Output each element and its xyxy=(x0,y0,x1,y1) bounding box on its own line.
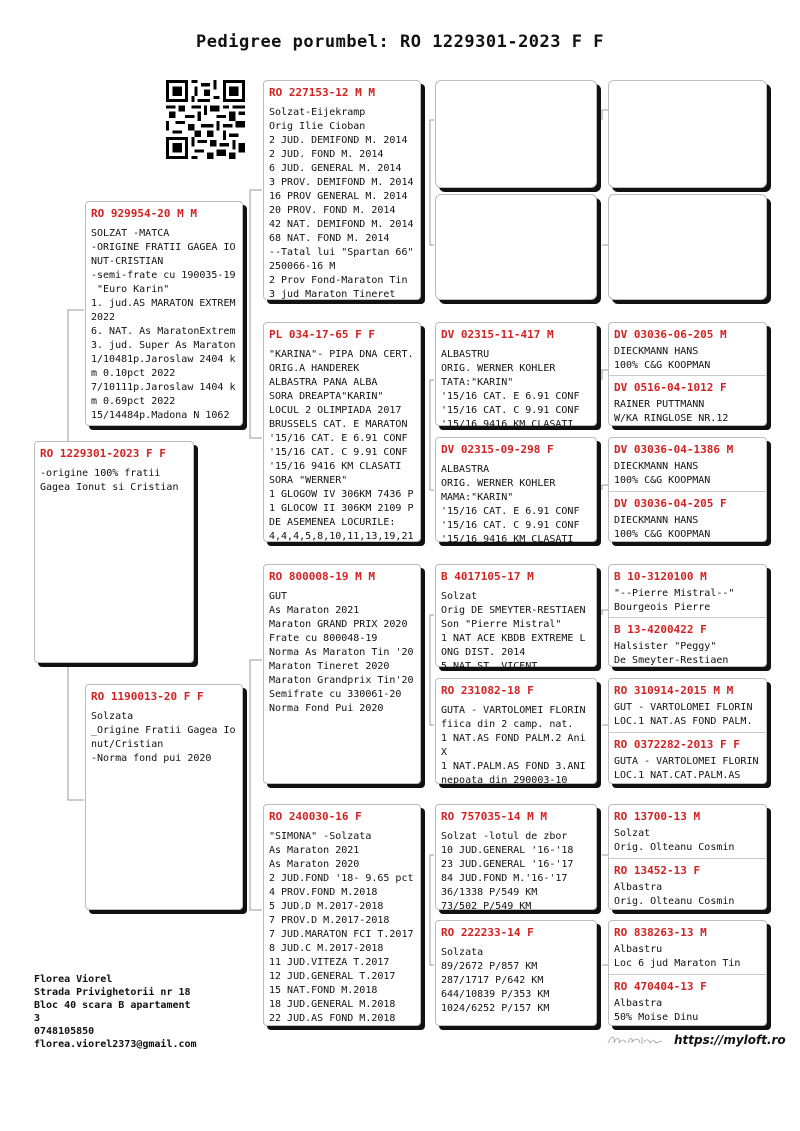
page-title: Pedigree porumbel: RO 1229301-2023 F F xyxy=(196,32,604,52)
gen5-notes: GUT - VARTOLOMEI FLORIN LOC.1 NAT.AS FOND PALM. xyxy=(614,702,753,727)
gen5-notes: DIECKMANN HANS 100% C&G KOOPMAN xyxy=(614,515,711,540)
dam-sire-dam-ring: RO 231082-18 F xyxy=(441,684,534,697)
dam-sire-sire-card[interactable] xyxy=(435,564,597,672)
dam-sire-dam-card[interactable] xyxy=(435,678,597,784)
empty-card xyxy=(435,194,597,300)
dam-dam-sire-card[interactable] xyxy=(435,804,597,910)
sire-dam-sire-notes: ALBASTRU ORIG. WERNER KOHLER TATA:"KARIN" '15/16 CAT. E 6.91 CONF '15/16 CAT. C 9.91 CONF '15/16 9416 KM CLASATI xyxy=(441,349,580,430)
gen5-notes: Solzat Orig. Olteanu Cosmin xyxy=(614,828,735,853)
myloft-signature-logo xyxy=(606,1033,664,1047)
sire-dam-dam-ring: DV 02315-09-298 F xyxy=(441,443,554,456)
gen5-notes: "--Pierre Mistral--" Bourgeois Pierre xyxy=(614,588,735,613)
gen5-ring: DV 03036-04-205 F xyxy=(614,497,727,510)
gen5-pair-card[interactable] xyxy=(608,678,767,784)
dam-card[interactable] xyxy=(85,684,243,910)
empty-card xyxy=(435,80,597,188)
gen5-ring: RO 470404-13 F xyxy=(614,980,707,993)
sire-dam-dam-notes: ALBASTRA ORIG. WERNER KOHLER MAMA:"KARIN" '15/16 CAT. E 6.91 CONF '15/16 CAT. C 9.91 CONF '15/16 9416 KM CLASATI xyxy=(441,464,580,545)
owner-email[interactable]: florea.viorel2373@gmail.com xyxy=(34,1039,197,1050)
owner-street: Strada Privighetorii nr 18 xyxy=(34,987,191,998)
dam-sire-sire-notes: Solzat Orig DE SMEYTER-RESTIAEN Son "Pierre Mistral" 1 NAT ACE KBDB EXTREME LONG DIST. 2014 5 NAT ST. VICENT xyxy=(441,591,586,672)
dam-sire-ring: RO 800008-19 M M xyxy=(269,570,375,583)
sire-notes: SOLZAT -MATCA -ORIGINE FRATII GAGEA IONUT-CRISTIAN -semi-frate cu 190035-19 "Euro Karin" 1. jud.AS MARATON EXTREM 2022 6. NAT. As MaratonExtrem 3. jud. Super As Maraton 1/10481p.Jaroslaw 2404 km 0.10pct 2022 7/10111p.Jaroslaw 1404 km 0.69pct 2022 15/14484p.Madona N 1062 xyxy=(91,228,236,421)
gen5-ring: RO 13452-13 F xyxy=(614,864,701,877)
gen5-notes: DIECKMANN HANS 100% C&G KOOPMAN xyxy=(614,346,711,371)
sire-dam-sire-card[interactable] xyxy=(435,322,597,430)
gen5-pair-card[interactable] xyxy=(608,804,767,910)
sire-ring: RO 929954-20 M M xyxy=(91,207,197,220)
owner-phone: 0748105850 xyxy=(34,1026,95,1037)
sire-dam-ring: PL 034-17-65 F F xyxy=(269,328,375,341)
gen5-notes: GUTA - VARTOLOMEI FLORIN LOC.1 NAT.CAT.PALM.AS xyxy=(614,756,759,781)
dam-dam-notes: "SIMONA" -Solzata As Maraton 2021 As Maraton 2020 2 JUD.FOND '18- 9.65 pct 4 PROV.FOND M.2018 5 JUD.D M.2017-2018 7 PROV.D M.2017-2018 7 JUD.MARATON FCI T.2017 8 JUD.C M.2017-2018 11 JUD.VITEZA T.2017 12 JUD.GENERAL T.2017 15 NAT.FOND M.2018 18 JUD.GENERAL M.2018 22 JUD.AS FOND M.2018 xyxy=(269,831,414,1024)
dam-dam-card[interactable] xyxy=(263,804,421,1026)
sire-sire-ring: RO 227153-12 M M xyxy=(269,86,375,99)
owner-name: Florea Viorel xyxy=(34,974,113,985)
dam-sire-card[interactable] xyxy=(263,564,421,784)
qr-code-icon[interactable] xyxy=(166,80,245,159)
dam-dam-dam-ring: RO 222233-14 F xyxy=(441,926,534,939)
gen5-ring: B 13-4200422 F xyxy=(614,623,707,636)
gen5-notes: Albastra 50% Moise Dinu xyxy=(614,998,699,1023)
gen5-ring: RO 310914-2015 M M xyxy=(614,684,734,697)
gen5-pair-card[interactable] xyxy=(608,437,767,542)
dam-dam-ring: RO 240030-16 F xyxy=(269,810,362,823)
sire-dam-dam-card[interactable] xyxy=(435,437,597,545)
sire-sire-notes: Solzat-Eijekramp Orig Ilie Cioban 2 JUD. DEMIFOND M. 2014 2 JUD. FOND M. 2014 6 JUD. GENERAL M. 2014 3 PROV. DEMIFOND M. 2014 16 PROV GENERAL M. 2014 20 PROV. FOND M. 2014 42 NAT. DEMIFOND M. 2014 68 NAT. FOND M. 2014 --Tatal lui "Spartan 66" 250066-16 M 2 Prov Fond-Maraton Tin 3 jud Maraton Tineret xyxy=(269,107,414,300)
gen5-notes: DIECKMANN HANS 100% C&G KOOPMAN xyxy=(614,461,711,486)
subject-notes: -origine 100% fratii Gagea Ionut si Cristian xyxy=(40,468,179,493)
dam-sire-notes: GUT As Maraton 2021 Maraton GRAND PRIX 2020 Frate cu 800048-19 Norma As Maraton Tin '20 Maraton Tineret 2020 Maraton Grandprix Tin'20 Semifrate cu 330061-20 Norma Fond Pui 2020 xyxy=(269,591,414,714)
gen5-ring: RO 0372282-2013 F F xyxy=(614,738,740,751)
gen5-ring: DV 03036-04-1386 M xyxy=(614,443,734,456)
dam-dam-dam-card[interactable] xyxy=(435,920,597,1026)
sire-sire-card[interactable] xyxy=(263,80,421,300)
dam-dam-dam-notes: Solzata 89/2672 P/857 KM 287/1717 P/642 KM 644/10839 P/353 KM 1024/6252 P/157 KM xyxy=(441,947,550,1014)
gen5-ring: RO 13700-13 M xyxy=(614,810,701,823)
gen5-notes: Halsister "Peggy" De Smeyter-Restiaen xyxy=(614,641,729,666)
gen5-ring: B 10-3120100 M xyxy=(614,570,707,583)
empty-card xyxy=(608,80,767,188)
subject-card[interactable] xyxy=(34,441,194,663)
owner-apartment: 3 xyxy=(34,1013,41,1024)
gen5-notes: Albastra Orig. Olteanu Cosmin xyxy=(614,882,735,907)
empty-card xyxy=(608,194,767,300)
sire-dam-card[interactable] xyxy=(263,322,421,542)
gen5-notes: RAINER PUTTMANN W/KA RINGLOSE NR.12 xyxy=(614,399,729,424)
gen5-pair-card[interactable] xyxy=(608,920,767,1026)
subject-ring: RO 1229301-2023 F F xyxy=(40,447,166,460)
gen5-pair-card[interactable] xyxy=(608,322,767,426)
sire-dam-notes: "KARINA"- PIPA DNA CERT. ORIG.A HANDEREK ALBASTRA PANA ALBA SORA DREAPTA"KARIN" LOCUL 2 OLIMPIADA 2017 BRUSSELS CAT. E MARATON '15/16 CAT. E 6.91 CONF '15/16 CAT. C 9.91 CONF '15/16 9416 KM CLASATI SORA "WERNER" 1 GLOGOW IV 306KM 7436 P 1 GLOCOW II 306KM 2109 P DE ASEMENEA LOCURILE: 4,4,4,5,8,10,11,13,19,21 xyxy=(269,349,414,542)
gen5-pair-card[interactable] xyxy=(608,564,767,667)
sire-card[interactable] xyxy=(85,201,243,426)
dam-sire-sire-ring: B 4017105-17 M xyxy=(441,570,534,583)
gen5-ring: RO 838263-13 M xyxy=(614,926,707,939)
gen5-ring: DV 03036-06-205 M xyxy=(614,328,727,341)
dam-notes: Solzata _Origine Fratii Gagea Ionut/Cristian -Norma fond pui 2020 xyxy=(91,711,236,764)
owner-block: Bloc 40 scara B apartament xyxy=(34,1000,191,1011)
dam-ring: RO 1190013-20 F F xyxy=(91,690,204,703)
owner-info xyxy=(34,973,197,1051)
site-link[interactable]: https://myloft.ro xyxy=(674,1033,786,1047)
gen5-notes: Albastru Loc 6 jud Maraton Tin xyxy=(614,944,741,969)
dam-sire-dam-notes: GUTA - VARTOLOMEI FLORIN fiica din 2 camp. nat. 1 NAT.AS FOND PALM.2 Ani X 1 NAT.PALM.AS FOND 3.ANI nepoata din 290003-10 xyxy=(441,705,586,786)
sire-dam-sire-ring: DV 02315-11-417 M xyxy=(441,328,554,341)
gen5-ring: DV 0516-04-1012 F xyxy=(614,381,727,394)
dam-dam-sire-ring: RO 757035-14 M M xyxy=(441,810,547,823)
dam-dam-sire-notes: Solzat -lotul de zbor 10 JUD.GENERAL '16-'18 23 JUD.GENERAL '16-'17 84 JUD.FOND M.'16-'17 36/1338 P/549 KM 73/502 P/549 KM xyxy=(441,831,574,912)
